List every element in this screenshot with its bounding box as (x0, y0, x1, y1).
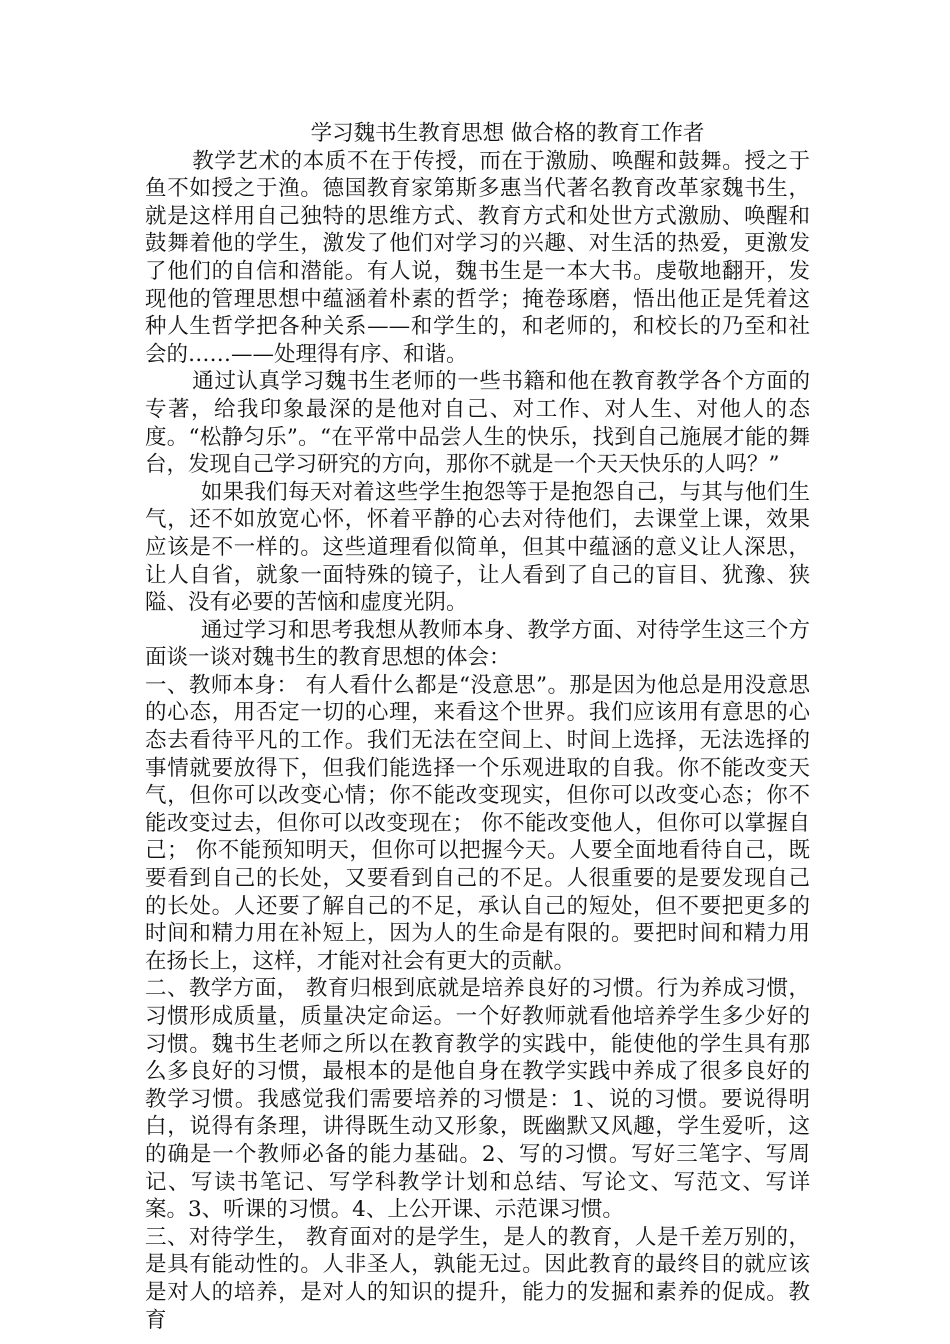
paragraph-section-students: 三、对待学生， 教育面对的是学生，是人的教育，人是千差万别的，是具有能动性的。人非圣人，孰能无过。因此教育的最终目的就应该是对人的培养，是对人的知识的提升，能力的发掘和素养的促成。教育 (145, 1224, 810, 1333)
paragraph-intro: 教学艺术的本质不在于传授，而在于激励、唤醒和鼓舞。授之于鱼不如授之于渔。德国教育家第斯多惠当代著名教育改革家魏书生，就是这样用自己独特的思维方式、教育方式和处世方式激励、唤醒和鼓舞着他的学生，激发了他们对学习的兴趣、对生活的热爱，更激发了他们的自信和潜能。有人说，魏书生是一本大书。虔敬地翻开，发现他的管理思想中蕴涵着朴素的哲学；掩卷琢磨，悟出他正是凭着这种人生哲学把各种关系——和学生的，和老师的，和校长的乃至和社会的……——处理得有序、和谐。 (145, 148, 810, 367)
document-title: 学习魏书生教育思想 做合格的教育工作者 (310, 121, 705, 146)
document-body (145, 120, 810, 1334)
paragraph-section-teaching: 二、教学方面， 教育归根到底就是培养良好的习惯。行为养成习惯，习惯形成质量，质量决定命运。一个好教师就看他培养学生多少好的习惯。魏书生老师之所以在教育教学的实践中，能使他的学生具有那么多良好的习惯，最根本的是他自身在教学实践中养成了很多良好的教学习惯。我感觉我们需要培养的习惯是：1、说的习惯。要说得明白，说得有条理，讲得既生动又形象，既幽默又风趣，学生爱听，这的确是一个教师必备的能力基础。2、写的习惯。写好三笔字、写周记、写读书笔记、写学科教学计划和总结、写论文、写范文、写详案。3、听课的习惯。4、上公开课、示范课习惯。 (145, 976, 810, 1223)
paragraph-complaint: 如果我们每天对着这些学生抱怨等于是抱怨自己，与其与他们生气，还不如放宽心怀，怀着平静的心去对待他们，去课堂上课，效果应该是不一样的。这些道理看似简单，但其中蕴涵的意义让人深思，让人自省，就象一面特殊的镜子，让人看到了自己的盲目、犹豫、狭隘、没有必要的苦恼和虚度光阴。 (145, 479, 810, 616)
paragraph-section-teacher: 一、教师本身： 有人看什么都是“没意思”。那是因为他总是用没意思的心态，用否定一切的心理，来看这个世界。我们应该用有意思的心态去看待平凡的工作。我们无法在空间上、时间上选择，无法选择的事情就要放得下，但我们能选择一个乐观进取的自我。你不能改变天气，但你可以改变心情；你不能改变现实，但你可以改变心态；你不能改变过去，但你可以改变现在； 你不能改变他人，但你可以掌握自己； 你不能预知明天，但你可以把握今天。人要全面地看待自己，既要看到自己的长处，又要看到自己的不足。人很重要的是要发现自己的长处。人还要了解自己的不足，承认自己的短处，但不要把更多的时间和精力用在补短上，因为人的生命是有限的。要把时间和精力用在扬长上，这样，才能对社会有更大的贡献。 (145, 672, 810, 974)
paragraph-attitude: 通过认真学习魏书生老师的一些书籍和他在教育教学各个方面的专著，给我印象最深的是他对自己、对工作、对人生、对他人的态度。“松静匀乐”。“在平常中品尝人生的快乐，找到自己施展才能的舞台，发现自己学习研究的方向，那你不就是一个天天快乐的人吗？” (145, 369, 810, 478)
paragraph-overview: 通过学习和思考我想从教师本身、教学方面、对待学生这三个方面谈一谈对魏书生的教育思想的体会： (145, 617, 810, 671)
